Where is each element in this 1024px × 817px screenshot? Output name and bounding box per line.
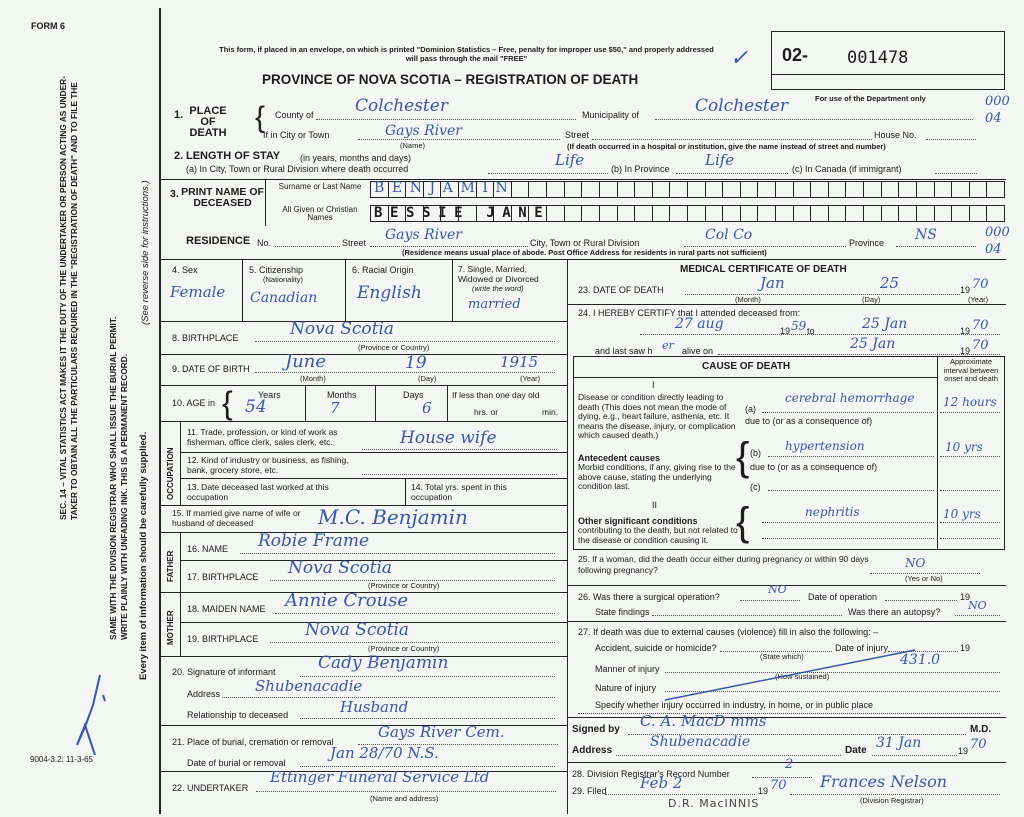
sign-date-label: Date <box>845 745 867 756</box>
birthplace-value[interactable]: Nova Scotia <box>290 319 395 339</box>
injury-date-label: Date of injury <box>835 643 889 653</box>
father-name-label: 16. NAME <box>187 544 229 554</box>
sign-date-year[interactable]: 70 <box>970 737 987 752</box>
informant-address[interactable]: Shubenacadie <box>255 677 363 695</box>
cause-heading: CAUSE OF DEATH <box>702 361 791 372</box>
citizenship-value[interactable]: Canadian <box>250 290 318 306</box>
name-no: 3. <box>170 188 179 200</box>
record-number[interactable]: 2 <box>785 757 794 772</box>
attend-to[interactable]: 25 Jan <box>862 316 908 332</box>
surgery-value[interactable]: NO <box>768 583 787 596</box>
other-cause-value[interactable]: nephritis <box>805 505 860 519</box>
sex-value[interactable]: Female <box>170 283 226 301</box>
alive-label: alive on <box>682 346 714 356</box>
father-country-hint: (Province or Country) <box>368 581 440 590</box>
marital-label: 7. Single, Married, Widowed or Divorced <box>458 264 539 284</box>
stay-c-label: (c) In Canada (if immigrant) <box>792 164 902 174</box>
residence-side-code-2: 04 <box>985 242 1002 257</box>
sex-label: 4. Sex <box>172 265 198 275</box>
stay-b-value[interactable]: Life <box>705 151 735 169</box>
cause-b-value[interactable]: hypertension <box>785 439 865 453</box>
specify-label: Specify whether injury occurred in industry, in home, or in public place <box>595 700 873 710</box>
birthplace-label: 8. BIRTHPLACE <box>172 333 239 343</box>
residence-province[interactable]: NS <box>915 227 937 243</box>
citizenship-hint: (Nationality) <box>263 275 304 284</box>
interval-a-value[interactable]: 12 hours <box>943 395 997 409</box>
citizenship-label: 5. Citizenship <box>249 265 304 275</box>
dod-year-prefix: 19 <box>960 285 971 295</box>
yes-no-hint: (Yes or No) <box>905 574 943 583</box>
birthplace-hint: (Province or Country) <box>358 343 430 352</box>
operation-date-label: Date of operation <box>808 592 878 602</box>
attend-to-prefix: 19 <box>960 326 971 336</box>
father-side-label: FATHER <box>166 550 175 582</box>
father-birthplace[interactable]: Nova Scotia <box>288 558 393 578</box>
undertaker-value[interactable]: Ettinger Funeral Service Ltd <box>270 768 490 786</box>
margin-instruction-careful: Every item of information should be carefully supplied. <box>138 431 149 680</box>
dob-year[interactable]: 1915 <box>500 353 539 371</box>
name-hint: (Name) <box>400 141 426 150</box>
given-value[interactable]: BESSIE JANE <box>374 205 551 221</box>
margin-line-2: TAKER TO OBTAIN ALL THE PARTICULARS REQUIRED IN THE "REGISTRATION OF DEATH" AND TO FILE THE <box>68 82 79 520</box>
signed-label: Signed by <box>572 724 620 735</box>
margin-line-4: WRITE PLAINLY WITH UNFADING INK. THIS IS A PERMANENT RECORD. <box>118 353 129 640</box>
sign-date-prefix: 19 <box>958 746 969 756</box>
other-brace: { <box>736 500 750 544</box>
name-label: PRINT NAME OF DECEASED <box>181 186 264 209</box>
mother-name[interactable]: Annie Crouse <box>285 590 409 611</box>
signed-value[interactable]: C. A. MacD mms <box>640 712 767 730</box>
city-label: If in City or Town <box>263 130 330 140</box>
origin-value[interactable]: English <box>357 283 422 303</box>
attend-label: 24. I HEREBY CERTIFY that I attended deceased from: <box>578 308 801 318</box>
print-code: 9004-3.2: 11-3-65 <box>30 755 94 764</box>
industry-label: 12. Kind of industry or business, as fishing, bank, grocery store, etc. <box>187 455 349 475</box>
place-label: PLACE OF DEATH <box>189 105 227 139</box>
surname-value[interactable]: BENJAMIN <box>374 180 516 196</box>
age-months[interactable]: 7 <box>330 399 340 417</box>
dod-day-hint: (Day) <box>862 295 881 304</box>
age-days-label: Days <box>403 390 424 400</box>
margin-instruction-reverse: (See reverse side for instructions.) <box>140 180 151 325</box>
undertaker-hint: (Name and address) <box>370 794 439 803</box>
residence-no-label: No. <box>257 238 272 248</box>
municipality-value[interactable]: Colchester <box>695 96 788 116</box>
stay-a-label: (a) In City, Town or Rural Division where death occurred <box>186 164 409 174</box>
initial-mark-icon <box>55 665 115 765</box>
residence-city[interactable]: Col Co <box>705 227 753 243</box>
burial-date[interactable]: Jan 28/70 N.S. <box>330 744 439 762</box>
registration-box <box>771 31 1005 90</box>
given-label: All Given or Christian Names <box>282 205 358 222</box>
dod-year[interactable]: 70 <box>972 277 989 292</box>
filed-year[interactable]: 70 <box>770 778 787 793</box>
house-label: House No. <box>874 130 917 140</box>
dod-label: 23. DATE OF DEATH <box>578 285 664 295</box>
how-sustained-hint: (How sustained) <box>775 672 830 681</box>
city-value[interactable]: Gays River <box>385 123 462 139</box>
operation-date-prefix: 19 <box>960 592 971 602</box>
interval-other-value[interactable]: 10 yrs <box>943 507 981 521</box>
form-title: PROVINCE OF NOVA SCOTIA – REGISTRATION OF DEATH <box>262 72 639 87</box>
margin-line-1: SEC. 14 – VITAL STATISTICS ACT MAKES IT THE DUTY OF THE UNDERTAKER OR PERSON ACTING AS UNDER- <box>58 76 68 520</box>
mother-country-hint: (Province or Country) <box>368 644 440 653</box>
dob-label: 9. DATE OF BIRTH <box>172 364 250 374</box>
registration-number: 001478 <box>847 48 909 68</box>
record-label: 28. Division Registrar's Record Number <box>572 769 730 779</box>
external-label: 27. If death was due to external causes (violence) fill in also the following: – <box>578 627 879 637</box>
attend-from-year[interactable]: 59 <box>791 319 807 333</box>
marital-hint: (write the word) <box>472 284 524 293</box>
state-which-hint: (State which) <box>760 652 804 661</box>
filed-year-prefix: 19 <box>758 786 769 796</box>
dob-month[interactable]: June <box>285 351 327 372</box>
informant-signature-label: 20. Signature of informant <box>172 667 276 677</box>
dob-month-hint: (Month) <box>300 374 326 383</box>
stay-b-label: (b) In Province <box>611 164 670 174</box>
residence-street-label: Street <box>342 238 367 248</box>
registrar-signature[interactable]: Frances Nelson <box>820 772 948 791</box>
surname-label: Surname or Last Name <box>278 182 362 191</box>
residence-city-label: City, Town or Rural Division <box>530 238 640 248</box>
trade-value[interactable]: House wife <box>400 428 497 448</box>
registration-prefix: 02- <box>782 45 809 65</box>
antecedent-text: Morbid conditions, if any, giving rise to the above cause, stating the underlying condition last. <box>578 462 736 491</box>
age-label: 10. AGE in <box>172 398 216 408</box>
check-mark-icon: ✓ <box>730 46 749 71</box>
last-seen-label: and last saw h <box>595 346 653 356</box>
spouse-value[interactable]: M.C. Benjamin <box>318 505 468 529</box>
relationship-value[interactable]: Husband <box>340 698 409 716</box>
surgery-label: 26. Was there a surgical operation? <box>578 592 720 602</box>
burial-date-label: Date of burial or removal <box>187 758 286 768</box>
registrar-hint: (Division Registrar) <box>860 796 924 805</box>
cause-a-value[interactable]: cerebral hemorrhage <box>785 391 915 405</box>
cause-a-label: (a) <box>745 404 756 414</box>
side-code-2: 04 <box>985 111 1002 126</box>
hrs-label: hrs. or <box>474 407 499 417</box>
residence-side-code-1: 000 <box>985 225 1010 240</box>
part-2-label: II <box>652 500 658 510</box>
residence-label: RESIDENCE <box>186 235 251 247</box>
stay-label: LENGTH OF STAY <box>186 150 281 162</box>
classification-code: 431.0 <box>900 652 941 668</box>
other-text: contributing to the death, but not related to the disease or condition causing it. <box>578 525 738 545</box>
age-days[interactable]: 6 <box>422 399 432 417</box>
due-to-b: due to (or as a consequence of) <box>750 462 878 472</box>
registrar-stamp: D.R. MacINNIS <box>668 797 760 810</box>
antecedent-label: Antecedent causes <box>578 453 661 463</box>
dod-day[interactable]: 25 <box>880 274 900 292</box>
residence-note: (Residence means usual place of abode. Post Office Address for residents in rural parts not sufficient) <box>402 248 767 257</box>
informant-signature[interactable]: Cady Benjamin <box>318 653 449 673</box>
residence-province-label: Province <box>849 238 885 248</box>
residence-street[interactable]: Gays River <box>385 227 462 243</box>
burial-place-label: 21. Place of burial, cremation or removal <box>172 737 334 747</box>
father-name[interactable]: Robie Frame <box>258 531 370 551</box>
mother-birthplace-label: 19. BIRTHPLACE <box>187 634 259 644</box>
dod-month-hint: (Month) <box>735 295 761 304</box>
burial-place[interactable]: Gays River Cem. <box>378 723 505 741</box>
medical-heading: MEDICAL CERTIFICATE OF DEATH <box>680 264 847 275</box>
trade-label: 11. Trade, profession, or kind of work as fisherman, office clerk, sales clerk, etc. <box>187 427 338 447</box>
county-label: County of <box>275 110 314 120</box>
origin-label: 6. Racial Origin <box>352 265 414 275</box>
maiden-name-label: 18. MAIDEN NAME <box>187 604 266 614</box>
spouse-label: 15. If married give name of wife or husband of deceased <box>172 508 301 528</box>
undertaker-label: 22. UNDERTAKER <box>172 783 249 793</box>
hospital-note: (If death occurred in a hospital or institution, give the name instead of street and number) <box>567 142 886 151</box>
disease-label: Disease or condition directly leading to death (This does not mean the mode of dying, e.g., heart failure, asthenia, etc. It means the disease, injury, or complication which caused death.) <box>578 392 736 440</box>
attend-to-label: to <box>807 326 815 336</box>
side-code-1: 000 <box>985 94 1010 109</box>
dod-month[interactable]: Jan <box>760 274 785 292</box>
form-left-border <box>159 8 161 814</box>
municipality-label: Municipality of <box>582 110 640 120</box>
attend-from[interactable]: 27 aug <box>675 316 724 332</box>
cause-brace: { <box>736 435 750 479</box>
department-use-note: For use of the Department only <box>815 94 926 103</box>
form-number: FORM 6 <box>31 21 66 31</box>
manner-label: Manner of injury <box>595 664 660 674</box>
autopsy-value[interactable]: NO <box>968 599 987 612</box>
last-seen-year[interactable]: 70 <box>972 338 989 353</box>
cause-b-label: (b) <box>750 448 761 458</box>
dob-day-hint: (Day) <box>418 374 437 383</box>
less-day-label: If less than one day old <box>452 390 540 400</box>
attend-from-prefix: 19 <box>780 326 791 336</box>
place-no: 1. <box>174 109 184 121</box>
dob-day[interactable]: 19 <box>405 353 427 373</box>
margin-line-3: SAME WITH THE DIVISION REGISTRAR WHO SHALL ISSUE THE BURIAL PERMIT. <box>108 316 118 640</box>
nature-label: Nature of injury <box>595 683 657 693</box>
dod-year-hint: (Year) <box>968 295 989 304</box>
mother-birthplace[interactable]: Nova Scotia <box>305 620 410 640</box>
pregnancy-label: 25. If a woman, did the death occur either during pregnancy or within 90 days following pregnancy? <box>578 554 869 575</box>
age-brace: { <box>222 385 233 421</box>
md-label: M.D. <box>970 724 992 735</box>
filed-value[interactable]: Feb 2 <box>640 774 683 792</box>
age-years[interactable]: 54 <box>245 397 267 417</box>
sign-date[interactable]: 31 Jan <box>876 735 922 751</box>
brace: { <box>255 101 266 134</box>
due-to-a: due to (or as a consequence of) <box>745 416 873 426</box>
injury-date-prefix: 19 <box>960 643 971 653</box>
marital-value[interactable]: married <box>468 297 521 312</box>
part-1-label: I <box>652 380 655 390</box>
relationship-label: Relationship to deceased <box>187 710 289 720</box>
last-seen-prefix: 19 <box>960 346 971 356</box>
interval-b-value[interactable]: 10 yrs <box>945 440 983 454</box>
dob-year-hint: (Year) <box>520 374 541 383</box>
pregnancy-value[interactable]: NO <box>905 556 926 570</box>
age-months-label: Months <box>327 390 357 400</box>
attend-to-year[interactable]: 70 <box>972 318 989 333</box>
other-label: Other significant conditions <box>578 516 698 526</box>
filed-label: 29. Filed <box>572 786 607 796</box>
signer-address[interactable]: Shubenacadie <box>650 734 751 750</box>
last-seen-value[interactable]: 25 Jan <box>850 336 896 352</box>
occupation-side-label: OCCUPATION <box>166 447 175 500</box>
signer-address-label: Address <box>572 745 613 756</box>
min-label: min. <box>542 407 559 417</box>
age-years-label: Years <box>258 390 281 400</box>
strike-line <box>660 645 920 705</box>
accident-label: Accident, suicide or homicide? <box>595 643 717 653</box>
street-label: Street <box>565 130 590 140</box>
cause-c-label: (c) <box>750 482 761 492</box>
last-worked-label: 13. Date deceased last worked at this occupation <box>187 482 329 502</box>
years-spent-label: 14. Total yrs. spent in this occupation <box>411 482 507 502</box>
interval-heading: Approximate interval between onset and death <box>943 357 999 383</box>
stay-hint: (in years, months and days) <box>300 153 412 163</box>
county-value[interactable]: Colchester <box>355 96 448 116</box>
stay-no: 2. <box>174 150 184 162</box>
mailing-notice: This form, if placed in an envelope, on which is printed "Dominion Statistics – Free, penalty for improper use $50," and properly addressed will pass through the mail "FREE" <box>219 45 714 63</box>
stay-a-value[interactable]: Life <box>555 151 585 169</box>
state-findings-label: State findings <box>595 607 650 617</box>
father-birthplace-label: 17. BIRTHPLACE <box>187 572 259 582</box>
autopsy-label: Was there an autopsy? <box>848 607 941 617</box>
informant-address-label: Address <box>187 689 221 699</box>
last-seen-her[interactable]: er <box>662 339 674 352</box>
mother-side-label: MOTHER <box>166 610 175 645</box>
